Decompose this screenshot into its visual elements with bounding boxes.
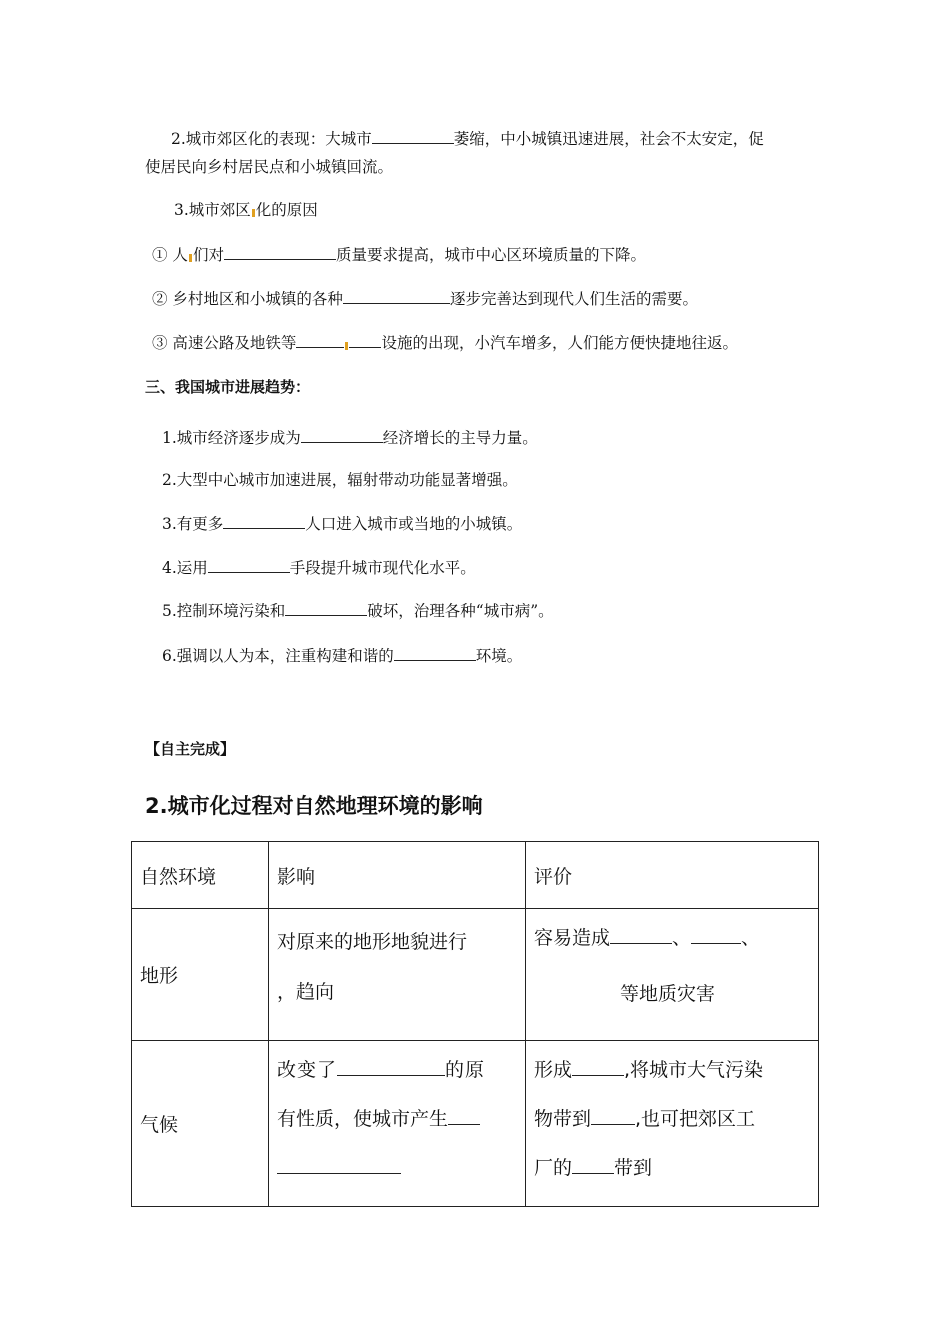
fill-blank[interactable] (285, 599, 367, 616)
impact-table (131, 841, 819, 1207)
row1-impact-a: 对原来的地形地貌进行 (277, 931, 468, 953)
trend-4 (162, 556, 476, 579)
fill-blank[interactable] (591, 1106, 635, 1125)
reason-3-text-a: ③ 高速公路及地铁等 (152, 334, 297, 352)
fill-blank[interactable] (301, 426, 383, 443)
table-row (132, 1041, 819, 1207)
row1-eval-a: 容易造成 (534, 927, 611, 949)
trend-1-text-b: 经济增长的主导力量。 (382, 429, 538, 447)
trend-4-text-b: 手段提升城市现代化水平。 (289, 559, 476, 577)
item-3-text-a: 3.城市郊区 (174, 201, 251, 219)
fill-blank[interactable] (610, 925, 672, 944)
trend-4-text-a: 4.运用 (162, 559, 208, 577)
reason-3 (152, 331, 738, 354)
trend-6 (162, 644, 522, 667)
item-2-line1 (171, 127, 764, 150)
item-3-text-b: 化的原因 (255, 201, 318, 219)
fill-blank[interactable] (223, 512, 305, 529)
item-2-line2 (145, 156, 393, 178)
cursor-mark (345, 342, 348, 350)
row2-eval-a: 形成 (534, 1059, 573, 1081)
trend-6-text-b: 环境。 (475, 647, 523, 665)
row1-eval (526, 909, 819, 1041)
row2-eval-d: ,也可把郊区工 (635, 1108, 756, 1130)
reason-1-text-b: 们对 (192, 246, 224, 264)
trend-2 (162, 469, 518, 491)
trend-3 (162, 512, 522, 535)
row2-eval-b: ,将城市大气污染 (624, 1059, 764, 1081)
fill-blank[interactable] (448, 1106, 480, 1125)
row2-impact (269, 1041, 526, 1207)
header-eval: 评价 (526, 842, 819, 909)
row2-impact-b: 的原 (445, 1059, 486, 1081)
cursor-mark (189, 254, 192, 262)
reason-1 (152, 243, 646, 266)
fill-blank[interactable] (337, 1057, 445, 1076)
header-impact: 影响 (269, 842, 526, 909)
fill-blank[interactable] (349, 331, 381, 348)
reason-2-text-b: 逐步完善达到现代人们生活的需要。 (449, 290, 698, 308)
row1-env: 地形 (132, 909, 269, 1041)
table-row (132, 909, 819, 1041)
trend-6-text-a: 6.强调以人为本，注重构建和谐的 (162, 647, 394, 665)
row1-impact (269, 909, 526, 1041)
fill-blank[interactable] (224, 243, 336, 260)
row1-eval-sep1: 、 (672, 927, 692, 949)
reason-2-text-a: ② 乡村地区和小城镇的各种 (152, 290, 343, 308)
row2-eval-e: 厂的 (534, 1157, 573, 1179)
row1-eval-b: 等地质灾害 (620, 983, 716, 1005)
cursor-mark (252, 209, 255, 217)
item-2-text-a: 2.城市郊区化的表现：大城市 (171, 130, 372, 148)
trend-1 (162, 426, 538, 449)
fill-blank[interactable] (372, 127, 454, 144)
fill-blank[interactable] (572, 1155, 614, 1174)
table-header-row (132, 842, 819, 909)
trend-3-text-a: 3.有更多 (162, 515, 224, 533)
fill-blank[interactable] (572, 1057, 624, 1076)
trend-2-text: 2.大型中心城市加速进展，辐射带动功能显著增强。 (162, 471, 518, 489)
trend-5-text-a: 5.控制环境污染和 (162, 602, 286, 620)
row2-impact-c: 有性质，使城市产生 (277, 1108, 449, 1130)
row1-eval-sep2: 、 (741, 927, 761, 949)
fill-blank[interactable] (691, 925, 741, 944)
trend-5-text-b: 破坏，治理各种“城市病”。 (367, 602, 554, 620)
row2-eval (526, 1041, 819, 1207)
row2-eval-c: 物带到 (534, 1108, 592, 1130)
section-title: 2.城市化过程对自然地理环境的影响 (145, 794, 483, 818)
trend-1-text-a: 1.城市经济逐步成为 (162, 429, 301, 447)
fill-blank[interactable] (343, 287, 450, 304)
reason-1-text-c: 质量要求提高，城市中心区环境质量的下降。 (335, 246, 646, 264)
reason-2 (152, 287, 698, 310)
fill-blank[interactable] (296, 331, 344, 348)
row2-env: 气候 (132, 1041, 269, 1207)
reason-3-text-b: 设施的出现，小汽车增多，人们能方便快捷地往返。 (381, 334, 738, 352)
header-env: 自然环境 (132, 842, 269, 909)
trends-heading: 三、我国城市进展趋势： (145, 378, 311, 396)
row2-eval-f: 带到 (614, 1157, 653, 1179)
self-study-label: 【自主完成】 (145, 740, 236, 758)
reason-1-text-a: ① 人 (152, 246, 188, 264)
fill-blank[interactable] (208, 556, 290, 573)
item-2-text-c: 使居民向乡村居民点和小城镇回流。 (145, 158, 394, 176)
trend-3-text-b: 人口进入城市或当地的小城镇。 (305, 515, 523, 533)
row2-impact-a: 改变了 (277, 1059, 338, 1081)
item-2-text-b: 萎缩，中小城镇迅速进展，社会不太安定，促 (453, 130, 764, 148)
row1-impact-b: ，趋向 (277, 981, 335, 1003)
trend-5 (162, 599, 554, 622)
fill-blank[interactable] (394, 644, 476, 661)
fill-blank[interactable] (277, 1155, 401, 1174)
item-3-heading (174, 199, 318, 221)
